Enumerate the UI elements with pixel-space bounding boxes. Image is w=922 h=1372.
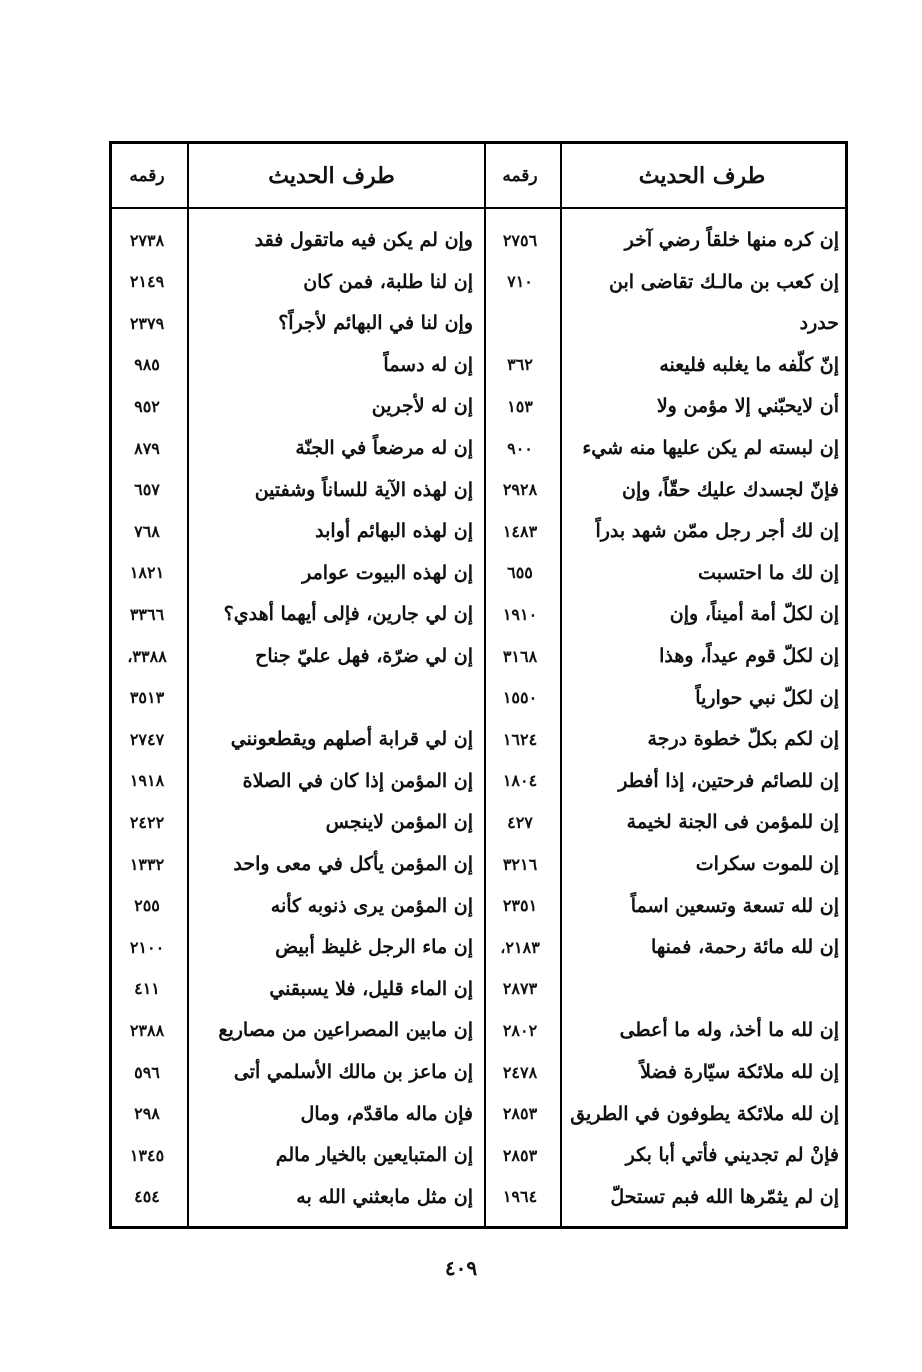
- hadith-number-left: ٤٥٤: [134, 1187, 160, 1207]
- table-row: [112, 302, 845, 344]
- hadith-number-right: ٧١٠: [507, 272, 533, 292]
- table-row: [112, 926, 845, 968]
- hadith-number-right: ٢٨٥٣: [502, 1104, 538, 1124]
- table-row: [112, 552, 845, 594]
- hadith-number-left: ٩٥٢: [134, 396, 160, 416]
- hadith-text-left: إن مابين المصراعين من مصاريع: [218, 1019, 473, 1042]
- table-row: [112, 593, 845, 635]
- hadith-number-left: ٦٥٧: [134, 480, 160, 500]
- hadith-number-left: ٥٩٦: [134, 1062, 160, 1082]
- table-row: [112, 885, 845, 927]
- hadith-text-right: فإنّ لجسدك عليك حقّاً، وإن: [622, 478, 839, 501]
- hadith-number-right: ٣٢١٦: [502, 854, 538, 874]
- hadith-number-left: ٢٧٤٧: [129, 729, 165, 749]
- hadith-number-right: ١٦٢٤: [502, 729, 538, 749]
- hadith-text-left: إن المتبايعين بالخيار مالم: [275, 1144, 473, 1167]
- hadith-number-left: ٨٧٩: [134, 438, 160, 458]
- hadith-number-left: ٩٨٥: [134, 355, 160, 375]
- table-row: [112, 219, 845, 261]
- hadith-number-right: ٢٧٥٦: [502, 230, 538, 250]
- hadith-text-left: إن لهذه البهائم أوابد: [315, 520, 473, 543]
- hadith-text-right: إن لك أجر رجل ممّن شهد بدراً: [595, 520, 839, 543]
- hadith-number-left: ٢١٤٩: [129, 272, 165, 292]
- hadith-number-right: ٢٨٥٣: [502, 1145, 538, 1165]
- hadith-number-left: ١٨٢١: [129, 563, 165, 583]
- header-divider: [112, 207, 845, 209]
- hadith-number-right: ٣١٦٨: [502, 646, 538, 666]
- hadith-number-left: ١٣٤٥: [129, 1145, 165, 1165]
- hadith-text-right: إن لك ما احتسبت: [698, 561, 839, 584]
- table-row: [112, 1009, 845, 1051]
- hadith-text-left: إن لنا طلبة، فمن كان: [303, 270, 473, 293]
- hadith-text-left: إن لهذه الآية للساناً وشفتين: [254, 478, 473, 501]
- hadith-text-left: إن المؤمن يرى ذنوبه كأنه: [270, 894, 473, 917]
- hadith-text-right: إن للموت سكرات: [695, 853, 839, 875]
- hadith-text-right: إن لله ملائكة يطوفون في الطريق: [570, 1102, 839, 1125]
- table-row: [112, 427, 845, 469]
- hadith-text-left: فإن ماله ماقدّم، ومال: [300, 1102, 473, 1125]
- hadith-text-right: إنّ كلّفه ما يغلبه فليعنه: [659, 353, 839, 376]
- hadith-text-right: إن لم يثمّرها الله فبم تستحلّ: [610, 1185, 839, 1208]
- hadith-text-right: إن لكم بكلّ خطوة درجة: [647, 728, 839, 751]
- hadith-text-left: إن لي قرابة أصلهم ويقطعونني: [230, 728, 473, 751]
- hadith-number-left: ٢٥٥: [134, 896, 160, 916]
- hadith-text-right: فإنْ لم تجديني فأتي أبا بكر: [625, 1144, 839, 1167]
- hadith-number-right: ١٥٥٠: [502, 688, 538, 708]
- hadith-text-right: إن لله مائة رحمة، فمنها: [651, 936, 839, 959]
- hadith-text-left: إن الماء قليل، فلا يسبقني: [269, 977, 473, 1000]
- hadith-number-right: ٩٠٠: [507, 438, 533, 458]
- table-row: [112, 261, 845, 303]
- hadith-text-left: إن له مرضعاً في الجنّة: [295, 437, 473, 459]
- table-row: [112, 385, 845, 427]
- hadith-text-left: وإن لم يكن فيه ماتقول فقد: [254, 229, 473, 251]
- hadith-text-right: إن كعب بن مالـك تقاضى ابن: [609, 270, 839, 293]
- hadith-number-left: ٢١٠٠: [129, 937, 165, 957]
- hadith-text-right: [559, 968, 845, 1010]
- table-row: [112, 510, 845, 552]
- hadith-number-left: ٢٤٢٢: [129, 812, 165, 832]
- table-row: [112, 1093, 845, 1135]
- table-row: [112, 718, 845, 760]
- header-hadith-left: طرف الحديث: [268, 162, 395, 189]
- hadith-number-right: ١٥٣: [507, 396, 533, 416]
- page-number: ٤٠٩: [444, 1256, 478, 1280]
- table-row: [112, 801, 845, 843]
- hadith-number-left: ٣٥١٣: [129, 688, 165, 708]
- hadith-number-right: ٣٦٢: [507, 355, 533, 375]
- hadith-text-right: إن لكلّ نبي حوارياً: [695, 686, 839, 709]
- hadith-number-left: ٢٩٨: [134, 1104, 160, 1124]
- table-row: [112, 760, 845, 802]
- hadith-number-left: ٤١١: [134, 979, 160, 999]
- hadith-number-right: ٢٣٥١: [502, 896, 538, 916]
- hadith-number-left: ٣٣٦٦: [129, 604, 165, 624]
- table-row: [112, 344, 845, 386]
- hadith-text-right: إن لبسته لم يكن عليها منه شيء: [582, 437, 839, 459]
- hadith-number-left: ١٣٣٢: [129, 854, 165, 874]
- hadith-number-right: ١٩١٠: [502, 604, 538, 624]
- hadith-text-right: إن لله تسعة وتسعين اسماً: [630, 894, 839, 917]
- hadith-text-right: حدرد: [799, 312, 839, 335]
- hadith-number-left: ٣٣٨٨،: [127, 646, 167, 666]
- hadith-text-right: إن لكلّ قوم عيداً، وهذا: [659, 645, 839, 667]
- hadith-number-right: [483, 302, 557, 344]
- hadith-number-right: ٢٩٢٨: [502, 480, 538, 500]
- hadith-text-left: إن لهذه البيوت عوامر: [302, 561, 473, 584]
- hadith-number-right: ٢٨٧٣: [502, 979, 538, 999]
- header-hadith-right: طرف الحديث: [638, 162, 766, 189]
- hadith-number-right: ٦٥٥: [507, 563, 533, 583]
- hadith-number-right: ٢١٨٣،: [500, 937, 540, 957]
- header-number-right: رقمه: [502, 165, 538, 186]
- hadith-text-right: إن كره منها خلقاً رضي آخر: [624, 229, 839, 251]
- hadith-text-left: إن لي ضرّة، فهل عليّ جناح: [255, 645, 473, 667]
- hadith-text-left: إن له دسماً: [383, 353, 473, 376]
- header-number-left: رقمه: [129, 165, 165, 186]
- table-row: [112, 1134, 845, 1176]
- hadith-text-left: إن ماعز بن مالك الأسلمي أتى: [233, 1061, 473, 1083]
- hadith-text-right: إن للمؤمن فى الجنة لخيمة: [626, 811, 839, 834]
- hadith-text-left: [184, 677, 479, 719]
- hadith-number-left: ٢٧٣٨: [129, 230, 165, 250]
- hadith-text-right: إن للصائم فرحتين، إذا أفطر: [618, 769, 839, 792]
- hadith-number-right: ٤٢٧: [507, 812, 533, 832]
- hadith-text-left: إن لي جارين، فإلى أيهما أهدي؟: [223, 603, 473, 626]
- table-row: [112, 677, 845, 719]
- hadith-number-right: ٢٨٠٢: [502, 1020, 538, 1040]
- hadith-number-right: ٢٤٧٨: [502, 1062, 538, 1082]
- hadith-number-left: ١٩١٨: [129, 771, 165, 791]
- hadith-text-right: إن لله ملائكة سيّارة فضلاً: [640, 1061, 839, 1083]
- hadith-text-right: إن لله ما أخذ، وله ما أعطى: [619, 1019, 839, 1042]
- hadith-text-left: إن مثل مابعثني الله به: [296, 1185, 473, 1208]
- table-row: [112, 469, 845, 511]
- hadith-text-left: إن المؤمن لاينجس: [325, 811, 473, 834]
- hadith-number-left: ٢٣٨٨: [129, 1020, 165, 1040]
- table-row: [112, 843, 845, 885]
- table-row: [112, 1176, 845, 1218]
- hadith-text-left: إن له لأجرين: [371, 395, 473, 418]
- table-row: [112, 635, 845, 677]
- hadith-text-left: إن المؤمن إذا كان في الصلاة: [242, 769, 473, 792]
- index-table: [109, 141, 848, 1229]
- table-row: [112, 968, 845, 1010]
- hadith-text-left: إن ماء الرجل غليظ أبيض: [275, 936, 473, 959]
- hadith-number-right: ١٨٠٤: [502, 771, 538, 791]
- hadith-number-left: ٢٣٧٩: [129, 313, 165, 333]
- table-row: [112, 1051, 845, 1093]
- hadith-text-left: وإن لنا في البهائم لأجراً؟: [278, 312, 473, 335]
- hadith-text-right: أن لايحبّني إلا مؤمن ولا: [656, 395, 839, 418]
- hadith-text-right: إن لكلّ أمة أميناً، وإن: [669, 603, 839, 626]
- hadith-text-left: إن المؤمن يأكل في معى واحد: [233, 853, 473, 875]
- hadith-number-left: ٧٦٨: [134, 521, 160, 541]
- hadith-number-right: ١٩٦٤: [502, 1187, 538, 1207]
- hadith-number-right: ١٤٨٣: [502, 521, 538, 541]
